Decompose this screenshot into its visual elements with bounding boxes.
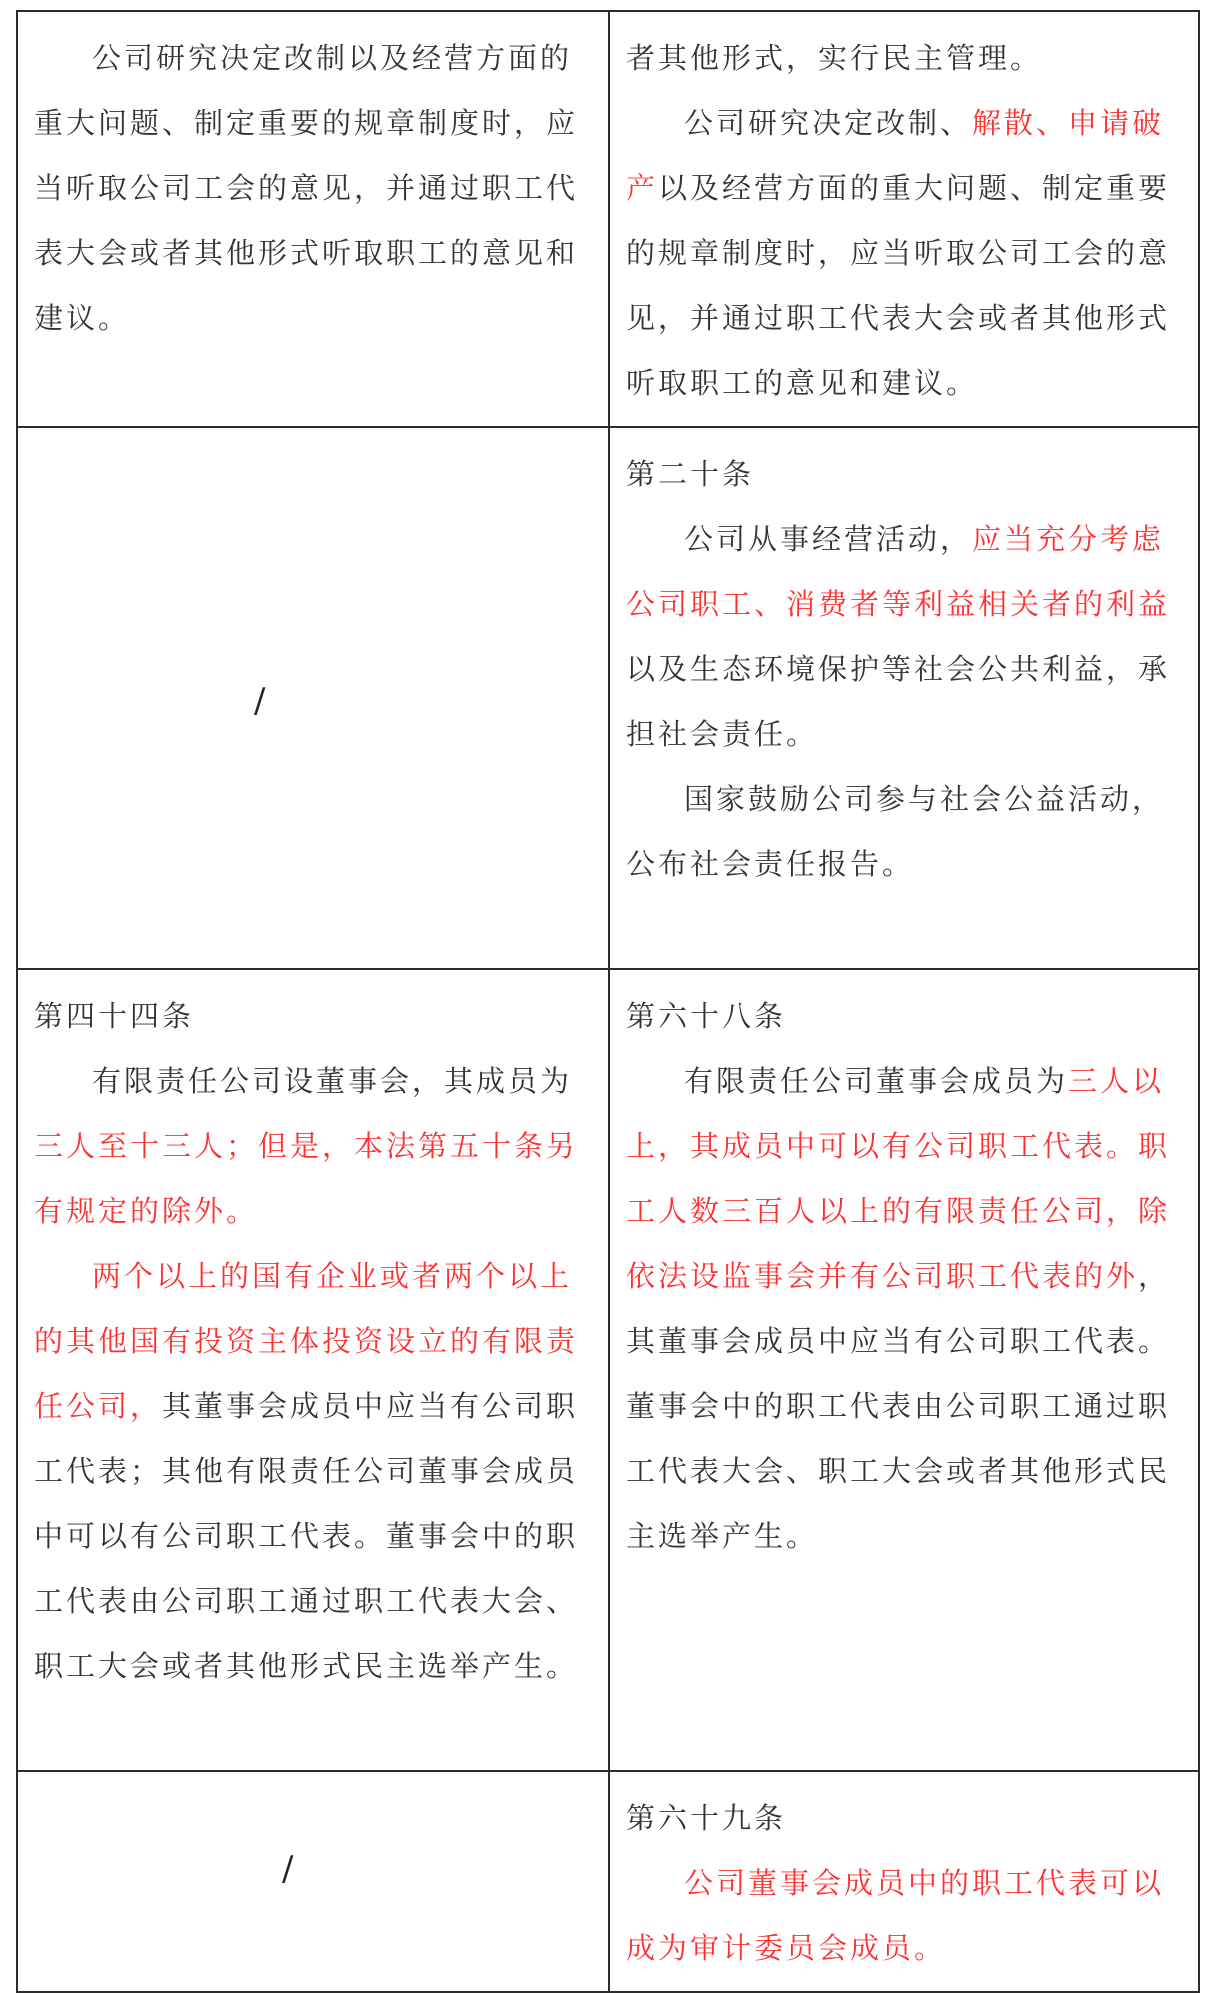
paragraph: 公司研究决定改制以及经营方面的重大问题、制定重要的规章制度时，应当听取公司工会的意见，并通过职工代表大会或者其他形式听取职工的意见和建议。 — [34, 41, 579, 335]
law-comparison-table — [16, 10, 1200, 1993]
empty-marker: / — [254, 681, 269, 721]
paragraph — [34, 1049, 592, 1244]
paragraph — [626, 507, 1182, 767]
table-row — [17, 427, 1199, 969]
article-title: 第四十四条 — [34, 999, 195, 1033]
empty-marker: / — [282, 1849, 297, 1889]
old-text-cell-empty — [17, 427, 609, 969]
old-text-cell — [17, 969, 609, 1771]
amended-text: 三人以上，其成员中可以有公司职工代表。职工人数三百人以上的有限责任公司，除依法设监事会并有公司职工代表的外 — [626, 1064, 1171, 1293]
article-title: 第二十条 — [626, 457, 755, 491]
text-run: 公司研究决定改制、 — [684, 106, 973, 140]
amended-text: 两个以上的国有企业或者两个以上的其他国有投资主体投资设立的有限责任公司， — [34, 1259, 579, 1423]
paragraph — [626, 1049, 1182, 1569]
text-run: 有限责任公司董事会成员为 — [684, 1064, 1069, 1098]
text-run: 以及生态环境保护等社会公共利益，承担社会责任。 — [626, 652, 1171, 751]
paragraph — [34, 1244, 592, 1699]
text-run: ，其董事会成员中应当有公司职工代表。董事会中的职工代表由公司职工通过职工代表大会、职工大会或者其他形式民主选举产生。 — [626, 1259, 1171, 1553]
text-run: 有限责任公司设董事会，其成员为 — [92, 1064, 573, 1098]
new-text-cell — [609, 427, 1199, 969]
new-text-cell — [609, 1771, 1199, 1992]
amended-text: 解散、申请破产 — [626, 106, 1165, 205]
new-text-cell — [609, 11, 1199, 427]
article-title: 第六十八条 — [626, 999, 787, 1033]
paragraph: 者其他形式，实行民主管理。 — [626, 41, 1043, 75]
amended-text: 公司董事会成员中的职工代表可以成为审计委员会成员。 — [626, 1866, 1165, 1965]
amended-text: 应当充分考虑公司职工、消费者等利益相关者的利益 — [626, 522, 1171, 621]
table-row — [17, 11, 1199, 427]
old-text-cell-empty — [17, 1771, 609, 1992]
text-run: 其董事会成员中应当有公司职工代表；其他有限责任公司董事会成员中可以有公司职工代表。董事会中的职工代表由公司职工通过职工代表大会、职工大会或者其他形式民主选举产生。 — [34, 1389, 579, 1683]
article-title: 第六十九条 — [626, 1801, 787, 1835]
table-row — [17, 1771, 1199, 1992]
text-run: 公司从事经营活动， — [684, 522, 973, 556]
text-run: 以及经营方面的重大问题、制定重要的规章制度时，应当听取公司工会的意见，并通过职工代表大会或者其他形式听取职工的意见和建议。 — [626, 171, 1171, 400]
new-text-cell — [609, 969, 1199, 1771]
paragraph — [626, 91, 1182, 416]
paragraph: 国家鼓励公司参与社会公益活动，公布社会责任报告。 — [626, 782, 1165, 881]
table-row — [17, 969, 1199, 1771]
amended-text: 三人至十三人；但是，本法第五十条另有规定的除外。 — [34, 1129, 579, 1228]
old-text-cell — [17, 11, 609, 427]
